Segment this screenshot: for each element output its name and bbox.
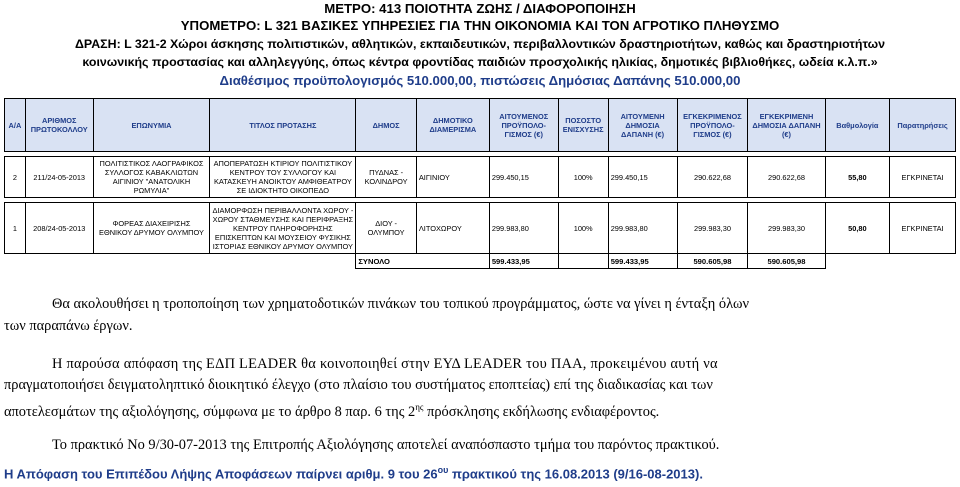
header-cell: ΕΓΚΕΚΡΙΜΕΝΗ ΔΗΜΟΣΙΑ ΔΑΠΑΝΗ (€) [748,99,825,152]
measure-title: ΜΕΤΡΟ: 413 ΠΟΙΟΤΗΤΑ ΖΩΗΣ / ΔΙΑΦΟΡΟΠΟΙΗΣΗ [324,1,636,16]
header-cell: ΔΗΜΟΣ [356,99,416,152]
cell-rate: 100% [558,203,608,254]
paragraph-2-line2: πραγματοποιήσει δειγματοληπτικό διοικητικό έλεγχο (στο πλαίσιο του συστήματος εποπτείας) επί της διαδικασίας και των [4,377,713,393]
cell-name: ΦΟΡΕΑΣ ΔΙΑΧΕΙΡΙΣΗΣ ΕΘΝΙΚΟΥ ΔΡΥΜΟΥ ΟΛΥΜΠΟΥ [93,203,210,254]
paragraph-2-line1: Η παρούσα απόφαση της ΕΔΠ LEADER θα κοινοποιηθεί στην ΕΥΔ LEADER του ΠΑΑ, προκειμένου αυτή να [52,356,718,372]
cell-budget: 299.450,15 [489,157,558,198]
cell-remarks: ΕΓΚΡΙΝΕΤΑΙ [890,203,956,254]
cell-protocol: 211/24-05-2013 [25,157,93,198]
cell-aa: 1 [5,203,26,254]
table-header-row [5,99,956,152]
header-cell: ΠΟΣΟΣΤΟ ΕΝΙΣΧΥΣΗΣ [558,99,608,152]
cell-aa: 2 [5,157,26,198]
table-row [5,157,956,198]
proposals-table [4,98,956,269]
cell-approved-budget: 299.983,30 [677,203,748,254]
cell-score: 55,80 [825,157,890,198]
cell-remarks: ΕΓΚΡΙΝΕΤΑΙ [890,157,956,198]
cell-approved-budget: 290.622,68 [677,157,748,198]
paragraph-3: Το πρακτικό Νο 9/30-07-2013 της Επιτροπής Αξιολόγησης αποτελεί αναπόσπαστο τμήμα του παρόντος πρακτικού. [52,437,720,453]
final-decision-line [4,465,703,481]
cell-district: ΛΙΤΟΧΩΡΟΥ [416,203,489,254]
total-blank [5,254,356,269]
total-row [5,254,956,269]
total-approved-budget: 590.605,98 [677,254,748,269]
total-budget: 599.433,95 [489,254,558,269]
ordinal-suffix: ης [415,402,424,412]
total-trailing-blank [825,254,955,269]
cell-rate: 100% [558,157,608,198]
header-cell: ΕΓΚΕΚΡΙΜΕΝΟΣ ΠΡΟΫΠΟΛΟ-ΓΙΣΜΟΣ (€) [677,99,748,152]
cell-title: ΑΠΟΠΕΡΑΤΩΣΗ ΚΤΙΡΙΟΥ ΠΟΛΙΤΙΣΤΙΚΟΥ ΚΕΝΤΡΟΥ ΤΟΥ ΣΥΛΛΟΓΟΥ ΚΑΙ ΚΑΤΑΣΚΕΥΗ ΑΝΟΙΚΤΟΥ ΑΜΦΙΘΕΑΤΡΟΥ ΣΕ ΙΔΙΟΚΤΗΤΟ ΟΙΚΟΠΕΔΟ [210,157,356,198]
paragraph-2-line3-text: αποτελεσμάτων της αξιολόγησης, σύμφωνα με το άρθρο 8 παρ. 6 της 2 [4,403,416,420]
action-title-line1: ΔΡΑΣΗ: L 321-2 Χώροι άσκησης πολιτιστικών, αθλητικών, εκπαιδευτικών, περιβαλλοντικών δραστηριοτήτων, καθώς και δραστηριοτήτων [74,37,885,51]
final-decision-text: Η Απόφαση του Επιπέδου Λήψης Αποφάσεων παίρνει αριθμ. 9 του 26 [4,466,438,482]
header-cell: Παρατηρήσεις [890,99,956,152]
cell-title: ΔΙΑΜΟΡΦΩΣΗ ΠΕΡΙΒΑΛΛΟΝΤΑ ΧΩΡΟΥ - ΧΩΡΟΥ ΣΤΑΘΜΕΥΣΗΣ ΚΑΙ ΠΕΡΙΦΡΑΞΗΣ ΚΕΝΤΡΟΥ ΠΛΗΡΟΦΟΡΗΣΗΣ ΕΠΙΣΚΕΠΤΩΝ ΚΑΙ ΜΟΥΣΕΙΟΥ ΦΥΣΙΚΗΣ ΙΣΤΟΡΙΑΣ ΕΘΝΙΚΟΥ ΔΡΥΜΟΥ ΟΛΥΜΠΟΥ [210,203,356,254]
cell-protocol: 208/24-05-2013 [25,203,93,254]
cell-public: 299.450,15 [608,157,677,198]
paragraph-1-line1: Θα ακολουθήσει η τροποποίηση των χρηματοδοτικών πινάκων του τοπικού προγράμματος, ώστε να γίνει η ένταξη όλων [52,296,750,312]
header-cell: ΕΠΩΝΥΜΙΑ [93,99,210,152]
action-title-line2: κοινωνικής προστασίας και αλληλεγγύης, όπως κέντρα φροντίδας παιδιών προσχολικής ηλικίας, δημοτικές βιβλιοθήκες, ωδεία κ.λ.π.» [82,55,878,69]
total-label: ΣΥΝΟΛΟ [356,254,489,269]
header-cell: Α/Α [5,99,26,152]
final-ordinal-suffix: ου [437,465,449,475]
header-cell: Βαθμολογία [825,99,890,152]
cell-name: ΠΟΛΙΤΙΣΤΙΚΟΣ ΛΑΟΓΡΑΦΙΚΟΣ ΣΥΛΛΟΓΟΣ ΚΑΒΑΚΛΙΩΤΩΝ ΑΙΓΙΝΙΟΥ "ΑΝΑΤΟΛΙΚΗ ΡΩΜΥΛΙΑ" [93,157,210,198]
submeasure-title: ΥΠΟΜΕΤΡΟ: L 321 ΒΑΣΙΚΕΣ ΥΠΗΡΕΣΙΕΣ ΓΙΑ ΤΗΝ ΟΙΚΟΝΟΜΙΑ ΚΑΙ ΤΟΝ ΑΓΡΟΤΙΚΟ ΠΛΗΘΥΣΜΟ [180,18,780,33]
paragraph-2-line3-rest: πρόσκλησης εκδήλωσης ενδιαφέροντος. [423,403,660,420]
final-decision-rest: πρακτικού της 16.08.2013 (9/16-08-2013). [448,466,703,482]
total-rate-blank [558,254,608,269]
header-cell: ΤΙΤΛΟΣ ΠΡΟΤΑΣΗΣ [210,99,356,152]
table-row [5,203,956,254]
header-cell: ΑΡΙΘΜΟΣ ΠΡΩΤΟΚΟΛΛΟΥ [25,99,93,152]
cell-approved-public: 299.983,30 [748,203,825,254]
header-cell: ΑΙΤΟΥΜΕΝΟΣ ΠΡΟΫΠΟΛΟ-ΓΙΣΜΟΣ (€) [489,99,558,152]
paragraph-2-line3 [4,397,659,423]
total-approved-public: 590.605,98 [748,254,825,269]
cell-district: ΑΙΓΙΝΙΟΥ [416,157,489,198]
cell-municipality: ΔΙΟΥ - ΟΛΥΜΠΟΥ [356,203,416,254]
cell-public: 299.983,80 [608,203,677,254]
cell-approved-public: 290.622,68 [748,157,825,198]
cell-budget: 299.983,80 [489,203,558,254]
budget-line: Διαθέσιμος προϋπολογισμός 510.000,00, πιστώσεις Δημόσιας Δαπάνης 510.000,00 [219,73,741,88]
paragraph-1-line2: των παραπάνω έργων. [4,318,133,334]
cell-municipality: ΠΥΔΝΑΣ - ΚΟΛΙΝΔΡΟΥ [356,157,416,198]
cell-score: 50,80 [825,203,890,254]
total-public: 599.433,95 [608,254,677,269]
header-cell: ΔΗΜΟΤΙΚΟ ΔΙΑΜΕΡΙΣΜΑ [416,99,489,152]
header-cell: ΑΙΤΟΥΜΕΝΗ ΔΗΜΟΣΙΑ ΔΑΠΑΝΗ (€) [608,99,677,152]
